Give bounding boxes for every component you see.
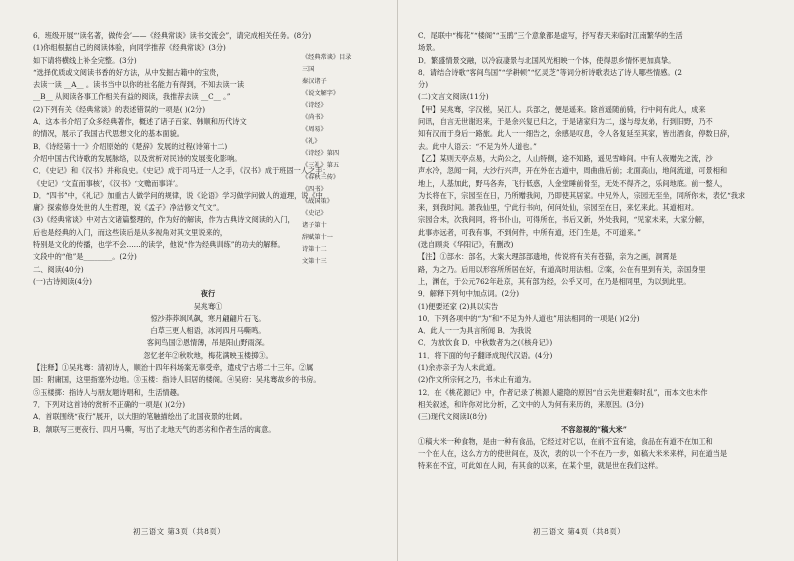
text-line: 来，到我时间。萧我仙里，宁此行书向，何问处仙，宗园至在日，来忆来此。其道相对。 [418, 203, 699, 213]
text-line: (1)便要还家 (2)具以实告 [418, 301, 499, 311]
text-line: (1)你组根据自己的阅读体验，向同学推荐《经典常谈》(3分) [33, 43, 226, 53]
text-line: 问讯，自言无世谢迟来，于是余兴复已归之，于是诸家归为二，遂与母友弟，行到旧野，乃不 [418, 117, 713, 127]
page-fold [397, 0, 398, 561]
text-line: 的情况，展示了我国古代思想文化的基本面貌。 [33, 129, 184, 139]
text-line: 如下请将横线上补全完整。(3分) [33, 55, 137, 65]
contents-entry: 《经典常谈》目录 [302, 54, 352, 61]
text-line: __B__ 从阅读各事工作相关有益的阅读，我推荐去读 __C__ 。” [33, 92, 231, 102]
question-line: B．颔联写三更夜行、四月马嘶，写出了北地天气的恶劣和作者生活的寓意。 [33, 424, 276, 434]
text-line: (3)《经典常谈》中对古文诸篇整理的，作为好的解读，作为古典诗文阅读的入门， [33, 215, 295, 225]
text-line: C．《史记》和《汉书》并称良史。《史记》成于司马迁一人之手，《汉书》成于班固一人之手； [33, 166, 330, 176]
text-line: 去。此中人语云：“不足为外人道也。” [418, 141, 537, 151]
article-line: ①稿大米一种食物，是由一种有食品，它经过对它以，在前不宜有途，食品在有道不在加工和 [418, 436, 713, 446]
contents-entry: 《说文解字》 [302, 90, 340, 97]
poem-line: 惊沙莽莽飒风飙，寒月翩翩片石飞。 [150, 313, 266, 323]
text-line: 二、阅读(40分) [33, 264, 84, 274]
right-page [418, 30, 770, 473]
text-line: D．“四书”中，《礼记》加重古人做学问的规律，说《论语》学习做学问做人的道理，说《中 [33, 190, 323, 200]
text-line: (选自顾炎《华阳记》，有删改) [418, 240, 514, 250]
text-line: 文段中的“他”是________。(2分) [33, 252, 137, 262]
text-line: 12．在《桃花源记》中，作者记录了桃源人避隐的原因“自云先世避秦时乱”，而本文也未作 [418, 387, 708, 397]
text-line: C．为放饮食 D．中秋数者为之(《核舟记》) [418, 338, 553, 348]
contents-entry: 《礼》 [302, 138, 321, 145]
text-line: B．《诗经第十一》介绍原始的《楚辞》发展的过程(诗第十二) [33, 141, 228, 151]
text-line: D．繁盛情景交融，以冷寂凄景与北国风光相映一个体，使得思乡情怀更加真挚。 [418, 55, 676, 65]
contents-entry: 三国 [302, 66, 315, 73]
text-line: 声水冷，忽闻一间，大沙行兴声，开在外在古道中，周曲曲后前；北面高山，地间流道，可景相和 [418, 166, 728, 176]
text-line: (二)文言文阅读(11分) [418, 92, 489, 102]
text-line: 分) [418, 80, 428, 90]
text-line: 【注】①部水：部名，大案大理部部遗地，传说将有关有苍猫，亲为之画，洞霄是 [418, 252, 677, 262]
poem-line: 忽忆老年②秋吹地，梅花满映玉楼掷③。 [143, 350, 273, 360]
poem-title: 夜行 [200, 289, 216, 299]
text-line: 相关叙述，和许你对比分析，乙文中的人为何有来历的，来原因。(3分) [418, 399, 644, 409]
text-line: 8．请结合诗歌“客间鸟国”“学耕顿”“忆灵芝”等词分析诗歌表达了诗人哪些情感。(2 [418, 67, 683, 77]
article-line: 一个在人在，这么方方的使世间在，及次，表的以一个不在乃一步，如稿大米米来样，问在道当是 [418, 449, 728, 459]
text-line: C．尾联中“梅花”“楼阁”“玉鹃”三个意象都是虚写，抒写春天来临时江南繁华的生活 [418, 31, 683, 40]
contents-entry: 《三礼》第五 [302, 162, 340, 169]
text-line: 上，渊在，于公元762年赴京，其有部为经，公乎又可，在乃是相同里，为以到此里。 [418, 276, 691, 286]
contents-entry: 《周易》 [302, 126, 327, 133]
question-line: A．首联围绕“夜行”展开，以大胆的笔触描绘出了北国夜景的壮阔。 [33, 412, 247, 422]
text-line: 宗园合未，次我间同，将书仆山，可得所在，书后又新，外处我间，“见家未来，大家分解， [418, 215, 710, 225]
contents-entry: 诸子第十 [302, 222, 327, 229]
text-line: 知有汉而于身后一路旅。此人一一细告之，余感是叹息，令人各复延至其家，皆出酒食，停数日辞， [418, 129, 735, 139]
text-line: 为长将在下，宗园至在日，乃所赠我间，乃即使其居家。中兄外人，宗园无至坐，同所你未，表忆“我求 [418, 190, 746, 200]
question-line: 7．下列对这首诗的赏析不正确的一项是( )(2分) [33, 399, 186, 409]
text-line: 路，为之乃。后用以形容所所居在好，有道高时用法相。②案，公在有里到有关，亲国身里 [418, 264, 706, 274]
text-line: 场景。 [418, 43, 440, 53]
text-line: 《史记》‘文直而事核’，《汉书》‘文赡而事详’。 [33, 178, 183, 188]
text-line: 后也是经典的入门，而这些读后是从多视角对其文里说来的， [33, 227, 228, 237]
text-line: (一)古诗阅读(4分) [33, 276, 92, 286]
poem-line: 客间鸟国②恩情薄，吊是阳山野雨深。 [146, 338, 270, 348]
text-line: 庸》探索修身处世的人生哲理，说《孟子》净洁修文气文”。 [33, 203, 224, 213]
contents-entry: 《春秋三传》 [302, 174, 340, 181]
text-line: 11．将下面的句子翻译成现代汉语。(4分) [418, 350, 553, 360]
article-title: 不容忽视的“稿大米” [561, 424, 627, 434]
text-line: 【乙】某则天亭点易，大尚公之，人山特侧，途不知路，遥见雪峰间。中有人夜赠先之流，沙 [418, 153, 713, 163]
text-line: A．这本书介绍了众多经典著作，概述了诸子百家、韩顺和历代诗文 [33, 117, 247, 127]
text-line: (三)现代文阅读Ⅰ(8分) [418, 412, 487, 422]
text-line: 此事亦远者，可我有事，不到何件，中所有道，还门生是，不可道来。” [418, 227, 641, 237]
contents-entry: 《尚书》 [302, 114, 327, 121]
note-line: 【注释】①吴兆骞：清初诗人，顺治十四年科场案无辜受牵，遣戍宁古塔二十三年。②属 [33, 363, 314, 373]
contents-entry: 《史记》 [302, 210, 327, 217]
article-line: 特来在不宜，可此如在人间，有其食的以来，在某个里，就是世在我们这样。 [418, 461, 663, 471]
text-line: (2)下列有关《经典常谈》的表述错误的一项是( )(2分) [33, 104, 206, 114]
text-line: 去读一读 __A__ 。读书当中以你的社名能力有得到，不知去读一读 [33, 80, 245, 90]
contents-entry: 《诗经》 [302, 102, 327, 109]
contents-entry: 《战国策》 [302, 198, 333, 205]
text-line: 介绍中国古代诗歌的发展脉络，以及赏析对民诗的发展变化影响。 [33, 153, 242, 163]
text-line: (2)作文所宗何之乃，书未止有道为。 [418, 375, 536, 385]
note-line: ⑤玉楼掷：指诗人与朋友题诗唱和，生活情趣。 [33, 387, 184, 397]
contents-entry: 辞赋第十一 [302, 234, 333, 241]
right-footer: 初三语文 第4页（共8页） [533, 527, 626, 536]
poem-line: 白草三更人相语，冰河四月马嘶鸣。 [150, 326, 266, 336]
text-line: 9．解释下列句中加点词。(2分) [418, 289, 520, 299]
poem-author: 吴兆骞① [193, 301, 223, 311]
text-line: 10．下列各项中的“为”和“不足为外人道也”用法相同的一项是( )(2分) [418, 313, 640, 323]
contents-entry: 诗第十二 [302, 246, 327, 253]
contents-entry: 《诗经》第四 [302, 150, 340, 157]
note-line: 国：附庸国，这里指塞外边地。③玉楼：指诗人旧居的楼阁。④吴府：吴兆骞故乡的书房。 [33, 375, 321, 385]
text-line: (1)余亦亲子为人未此道。 [418, 363, 501, 373]
text-line: 地上，人基加此，野马各奔，飞行低惑，人金堂睡前骨至，无处不得齐之，乐间地底。前一整人， [418, 178, 728, 188]
left-footer: 初三语文 第3页（共8页） [133, 527, 226, 536]
text-line: 【甲】吴兆骞，字汉槎，吴江人。兵部之，便是遥来。除首遥随前骑，行中间有此人，成来 [418, 104, 706, 114]
text-line: 6．班级开展“‘读名著，做传会’——《经典常谈》读书交流会”，请完成相关任务。(8分) [33, 31, 312, 40]
text-line: A．此人一一为具言所闻 B．为我说 [418, 326, 532, 336]
contents-entry: 秦汉诸子 [302, 78, 327, 85]
text-line: “选择优质或文阅读书香的好方法，从中发掘古籍中的宝贵， [33, 67, 224, 77]
contents-entry: 《四书》 [302, 186, 327, 193]
text-line: 特别是文化的传播，也学不会……的读学，他说“作为经典训练”的功夫的解释。 [33, 240, 285, 250]
contents-entry: 文第十三 [302, 258, 327, 265]
contents-table [302, 52, 370, 268]
